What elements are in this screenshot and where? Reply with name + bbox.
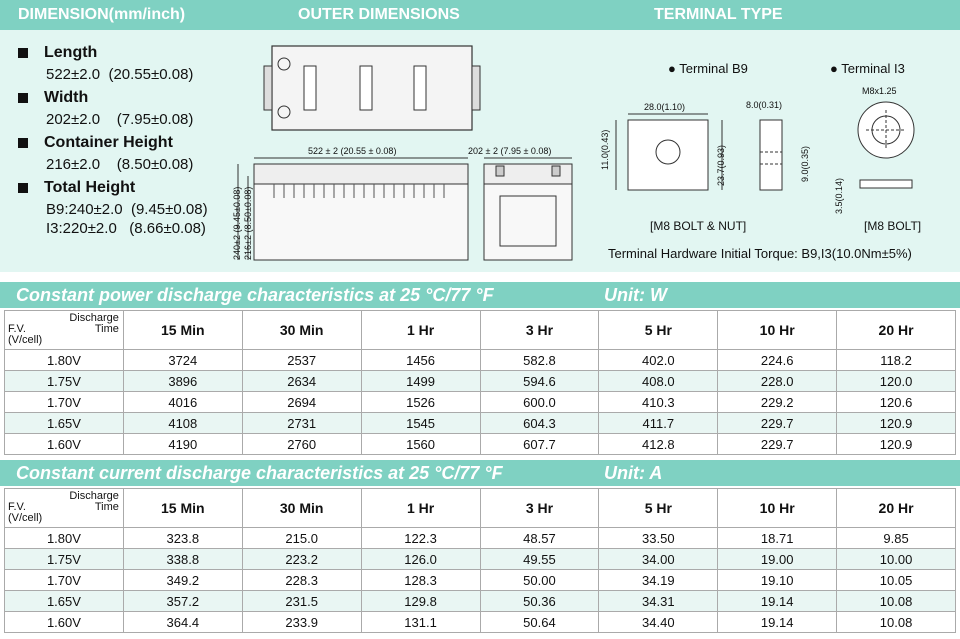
value-cell: 19.00: [718, 549, 837, 570]
value-cell: 357.2: [123, 591, 242, 612]
container-height-label: Container Height: [44, 134, 173, 151]
table-header-row: [5, 489, 956, 528]
column-header: 10 Hr: [718, 489, 837, 528]
value-cell: 228.0: [718, 371, 837, 392]
width-label: Width: [44, 89, 89, 106]
b9-caption: [M8 BOLT & NUT]: [650, 219, 747, 233]
b9-thickness-label: 8.0(0.31): [746, 100, 783, 110]
value-cell: 1545: [361, 413, 480, 434]
value-cell: 50.36: [480, 591, 599, 612]
value-cell: 4016: [123, 392, 242, 413]
terminal-i3-drawing: [846, 96, 936, 196]
voltage-cell: 1.80V: [5, 350, 124, 371]
i3-caption: [M8 BOLT]: [864, 219, 922, 233]
value-cell: 131.1: [361, 612, 480, 633]
total-height-i3: I3:220±2.0 (8.66±0.08): [46, 220, 206, 237]
column-header: 30 Min: [242, 311, 361, 350]
value-cell: 231.5: [242, 591, 361, 612]
column-header: 15 Min: [123, 311, 242, 350]
value-cell: 10.00: [837, 549, 956, 570]
battery-end-view-drawing: [480, 156, 576, 264]
outer-dimensions-title: OUTER DIMENSIONS: [298, 6, 460, 23]
value-cell: 229.2: [718, 392, 837, 413]
length-label: Length: [44, 44, 98, 61]
column-header: 20 Hr: [837, 489, 956, 528]
terminal-i3-title-text: Terminal I3: [841, 61, 905, 76]
value-cell: 607.7: [480, 434, 599, 455]
value-cell: 338.8: [123, 549, 242, 570]
value-cell: 600.0: [480, 392, 599, 413]
column-header: 1 Hr: [361, 311, 480, 350]
value-cell: 129.8: [361, 591, 480, 612]
width-value: 202±2.0 (7.95±0.08): [46, 111, 194, 128]
discharge-time-label: Discharge Time: [69, 490, 119, 513]
value-cell: 10.08: [837, 591, 956, 612]
value-cell: 233.9: [242, 612, 361, 633]
value-cell: 126.0: [361, 549, 480, 570]
value-cell: 118.2: [837, 350, 956, 371]
current-table-title-bar: [0, 460, 960, 486]
value-cell: 49.55: [480, 549, 599, 570]
torque-note: Terminal Hardware Initial Torque: B9,I3(10.0Nm±5%): [608, 246, 912, 261]
table-corner-cell: [5, 489, 124, 528]
i3-height-label: 3.5(0.14): [834, 177, 844, 214]
table-row: [5, 528, 956, 549]
value-cell: 408.0: [599, 371, 718, 392]
table-row: [5, 350, 956, 371]
value-cell: 128.3: [361, 570, 480, 591]
value-cell: 2634: [242, 371, 361, 392]
value-cell: 10.08: [837, 612, 956, 633]
value-cell: 120.6: [837, 392, 956, 413]
battery-side-view-drawing: [234, 156, 474, 264]
value-cell: 50.00: [480, 570, 599, 591]
table-row: [5, 612, 956, 633]
value-cell: 120.9: [837, 413, 956, 434]
current-table-unit: Unit: A: [604, 463, 663, 483]
voltage-cell: 1.75V: [5, 371, 124, 392]
value-cell: 412.8: [599, 434, 718, 455]
value-cell: 410.3: [599, 392, 718, 413]
bullet-icon: [18, 48, 28, 58]
value-cell: 122.3: [361, 528, 480, 549]
spec-list: [18, 44, 258, 237]
table-row: [5, 570, 956, 591]
value-cell: 228.3: [242, 570, 361, 591]
length-dimension-label: 522 ± 2 (20.55 ± 0.08): [308, 146, 397, 156]
table-row: [5, 392, 956, 413]
value-cell: 50.64: [480, 612, 599, 633]
bullet-icon: [18, 138, 28, 148]
value-cell: 323.8: [123, 528, 242, 549]
value-cell: 34.00: [599, 549, 718, 570]
terminal-b9-title: ● Terminal B9: [668, 61, 748, 76]
table-row: [5, 434, 956, 455]
value-cell: 33.50: [599, 528, 718, 549]
table-corner-cell: [5, 311, 124, 350]
value-cell: 349.2: [123, 570, 242, 591]
dimension-title: DIMENSION(mm/inch): [18, 6, 186, 23]
terminal-b9-drawing: [610, 112, 810, 196]
voltage-cell: 1.70V: [5, 570, 124, 591]
table-row: [5, 549, 956, 570]
value-cell: 2731: [242, 413, 361, 434]
voltage-cell: 1.75V: [5, 549, 124, 570]
total-height-dimension-label: 240±2 (9.45±0.08): [232, 186, 242, 260]
column-header: 3 Hr: [480, 311, 599, 350]
value-cell: 411.7: [599, 413, 718, 434]
value-cell: 120.9: [837, 434, 956, 455]
value-cell: 2694: [242, 392, 361, 413]
final-voltage-label: F.V. (V/cell): [8, 323, 43, 346]
value-cell: 3724: [123, 350, 242, 371]
terminal-i3-title: ● Terminal I3: [830, 61, 905, 76]
i3-size-label: M8x1.25: [862, 86, 897, 96]
value-cell: 582.8: [480, 350, 599, 371]
power-table-title-bar: [0, 282, 960, 308]
width-dimension-label: 202 ± 2 (7.95 ± 0.08): [468, 146, 552, 156]
value-cell: 604.3: [480, 413, 599, 434]
voltage-cell: 1.60V: [5, 612, 124, 633]
discharge-time-label: Discharge Time: [69, 312, 119, 335]
b9-spacing-label: 9.0(0.35): [800, 145, 810, 182]
total-height-label: Total Height: [44, 179, 136, 196]
voltage-cell: 1.80V: [5, 528, 124, 549]
power-table-title: Constant power discharge characteristics at 25 °C/77 °F: [16, 285, 494, 305]
container-height-value: 216±2.0 (8.50±0.08): [46, 156, 194, 173]
total-height-b9: B9:240±2.0 (9.45±0.08): [46, 201, 208, 218]
column-header: 3 Hr: [480, 489, 599, 528]
value-cell: 3896: [123, 371, 242, 392]
value-cell: 19.14: [718, 612, 837, 633]
dimension-panel: [0, 30, 960, 272]
column-header: 30 Min: [242, 489, 361, 528]
value-cell: 1526: [361, 392, 480, 413]
bullet-icon: [18, 93, 28, 103]
value-cell: 1560: [361, 434, 480, 455]
value-cell: 215.0: [242, 528, 361, 549]
value-cell: 10.05: [837, 570, 956, 591]
value-cell: 34.19: [599, 570, 718, 591]
value-cell: 9.85: [837, 528, 956, 549]
container-height-dimension-label: 216±2 (8.50±0.08): [243, 186, 253, 260]
value-cell: 48.57: [480, 528, 599, 549]
value-cell: 224.6: [718, 350, 837, 371]
voltage-cell: 1.60V: [5, 434, 124, 455]
power-discharge-table: [4, 310, 956, 455]
battery-top-view-drawing: [262, 42, 484, 134]
column-header: 1 Hr: [361, 489, 480, 528]
b9-height2-label: 23.7(0.93): [716, 144, 726, 186]
value-cell: 34.31: [599, 591, 718, 612]
value-cell: 2760: [242, 434, 361, 455]
terminal-type-title: TERMINAL TYPE: [654, 6, 783, 23]
b9-width-label: 28.0(1.10): [644, 102, 686, 112]
terminal-b9-title-text: Terminal B9: [679, 61, 748, 76]
column-header: 5 Hr: [599, 311, 718, 350]
power-table-unit: Unit: W: [604, 285, 667, 305]
current-table-title: Constant current discharge characteristics at 25 °C/77 °F: [16, 463, 503, 483]
value-cell: 120.0: [837, 371, 956, 392]
value-cell: 4108: [123, 413, 242, 434]
value-cell: 19.10: [718, 570, 837, 591]
column-header: 15 Min: [123, 489, 242, 528]
column-header: 5 Hr: [599, 489, 718, 528]
table-header-row: [5, 311, 956, 350]
dimension-header-bar: [0, 0, 960, 30]
value-cell: 364.4: [123, 612, 242, 633]
table-row: [5, 591, 956, 612]
current-discharge-table: [4, 488, 956, 633]
column-header: 10 Hr: [718, 311, 837, 350]
table-row: [5, 413, 956, 434]
table-row: [5, 371, 956, 392]
value-cell: 18.71: [718, 528, 837, 549]
voltage-cell: 1.65V: [5, 413, 124, 434]
value-cell: 402.0: [599, 350, 718, 371]
bullet-icon: [18, 183, 28, 193]
value-cell: 19.14: [718, 591, 837, 612]
value-cell: 4190: [123, 434, 242, 455]
final-voltage-label: F.V. (V/cell): [8, 501, 43, 524]
value-cell: 34.40: [599, 612, 718, 633]
voltage-cell: 1.70V: [5, 392, 124, 413]
value-cell: 223.2: [242, 549, 361, 570]
value-cell: 229.7: [718, 434, 837, 455]
value-cell: 2537: [242, 350, 361, 371]
voltage-cell: 1.65V: [5, 591, 124, 612]
value-cell: 594.6: [480, 371, 599, 392]
value-cell: 229.7: [718, 413, 837, 434]
column-header: 20 Hr: [837, 311, 956, 350]
value-cell: 1499: [361, 371, 480, 392]
value-cell: 1456: [361, 350, 480, 371]
b9-height-label: 11.0(0.43): [600, 129, 610, 170]
length-value: 522±2.0 (20.55±0.08): [46, 66, 194, 83]
